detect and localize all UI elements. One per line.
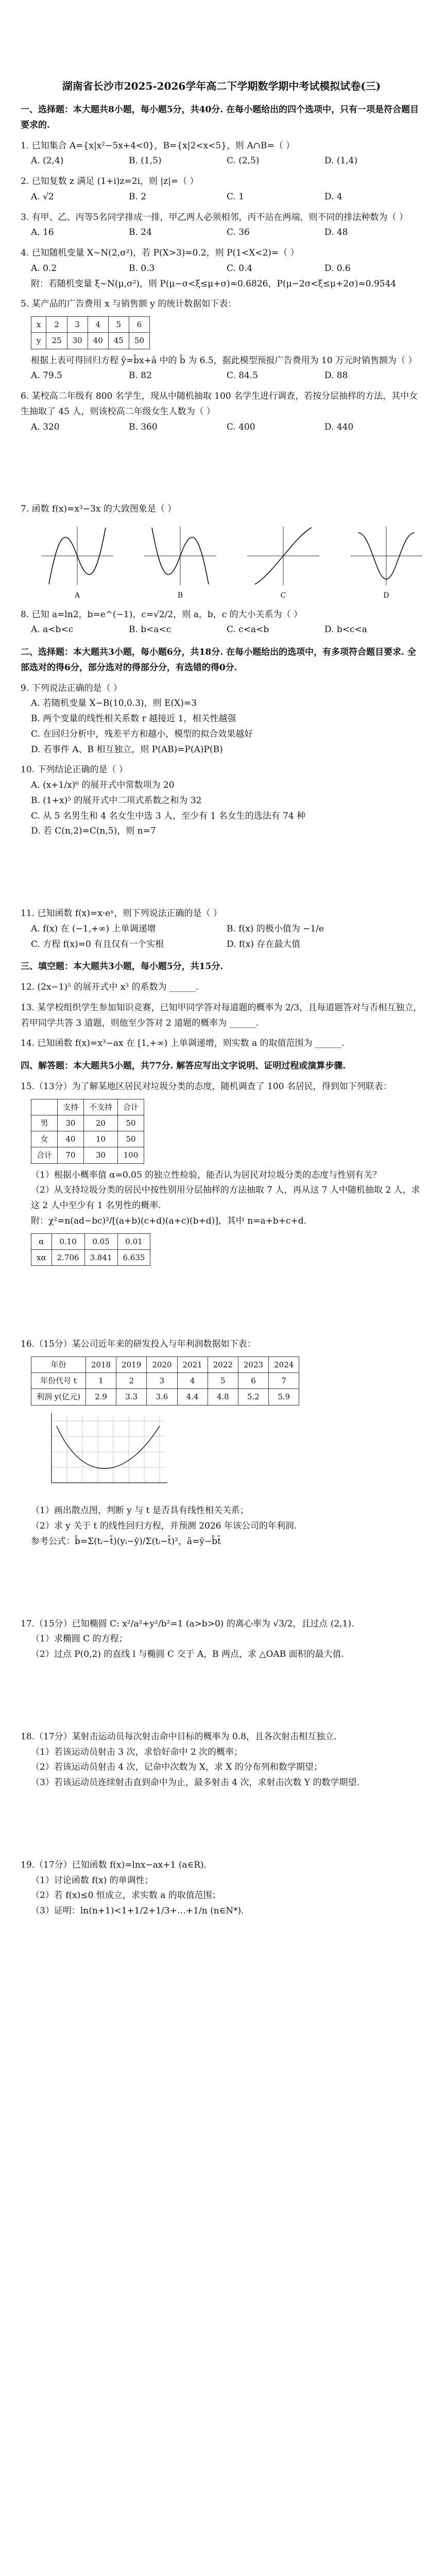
sub-question: （3）证明：ln(n+1)<1+1/2+1/3+…+1/n (n∈N*).	[31, 1906, 244, 1916]
options	[31, 154, 422, 169]
table-cell: 4.8	[208, 1389, 238, 1405]
table-cell: 100	[118, 1147, 144, 1163]
critical-value-table	[31, 1233, 150, 1266]
question-15: 15.（13分）为了解某地区居民对垃圾分类的态度，随机调查了 100 名居民，得到如下列联表：	[21, 1081, 392, 1092]
sub-question: （2）从支持垃圾分类的居民中按性别用分层抽样的方法抽取 7 人，再从这 7 人中随机抽取 2 人，求这 2 人中至少有 1 名男性的概率.	[31, 1185, 420, 1211]
table-cell: 2020	[147, 1357, 177, 1372]
option: A. (x+1/x)⁶ 的展开式中常数项为 20	[31, 780, 175, 790]
option: B. 82	[129, 370, 152, 381]
question-12: 12. (2x−1)⁵ 的展开式中 x³ 的系数为 ______.	[21, 982, 199, 992]
sub-question: （1）根据小概率值 α=0.05 的独立性检验，能否认为居民对垃圾分类的态度与性别有关？	[31, 1170, 382, 1180]
sub-question: （2）求 y 关于 t 的线性回归方程，并预测 2026 年该公司的年利润.	[31, 1521, 297, 1531]
option: A. √2	[31, 191, 54, 202]
option: D. 88	[324, 370, 348, 381]
table-cell: 30	[84, 1147, 118, 1163]
question-17: 17.（15分）已知椭圆 C: x²/a²+y²/b²=1 (a>b>0) 的离心率为 √3/2，且过点 (2,1).	[21, 1618, 354, 1629]
option: B. f(x) 的极小值为 −1/e	[227, 923, 324, 934]
option: A. a<b<c	[31, 624, 74, 635]
options	[31, 368, 422, 384]
option: C. 方程 f(x)=0 有且仅有一个实根	[31, 939, 164, 950]
question-6: 6. 某校高二年级有 800 名学生，现从中随机抽取 100 名学生进行调查，若按分层抽样的方法，其中女生抽取了 45 人，则该校高二年级女生人数为（ ）	[21, 391, 418, 417]
table-cell: 10	[84, 1131, 118, 1147]
option: A. f(x) 在 (−1,+∞) 上单调递增	[31, 923, 156, 934]
question-3: 3. 有甲、乙、丙等5名同学排成一排，甲乙两人必须相邻，丙不站在两端，则不同的排法种数为（ ）	[21, 212, 408, 223]
table-cell: 利润 y(亿元)	[31, 1389, 86, 1405]
option: D. b<c<a	[324, 624, 367, 635]
option: D. (1,4)	[324, 156, 358, 166]
option: C. (2,5)	[227, 156, 260, 166]
table-cell: 男	[31, 1115, 58, 1131]
table-cell: 4.4	[177, 1389, 208, 1405]
table-cell: xα	[31, 1249, 52, 1265]
coordinate-grid-icon	[36, 1411, 170, 1493]
option: A. (2,4)	[31, 156, 64, 166]
table-cell: 2.706	[51, 1249, 84, 1265]
question-14: 14. 已知函数 f(x)=x³−ax 在 [1,+∞) 上单调递增，则实数 a 的取值范围为 ______.	[21, 1038, 345, 1049]
question-4: 4. 已知随机变量 X~N(2,σ²)，若 P(X>3)=0.2，则 P(1<X<2)=（ ）	[21, 248, 299, 258]
formula-note: 附：χ²=n(ad−bc)²/[(a+b)(c+d)(a+c)(b+d)]，其中 n=a+b+c+d.	[31, 1215, 307, 1226]
question-5: 5. 某产品的广告费用 x 与销售额 y 的统计数据如下表：	[21, 299, 237, 310]
option: A. 79.5	[31, 370, 62, 381]
table-cell: 40	[58, 1131, 84, 1147]
option: A. 若随机变量 X~B(10,0.3)，则 E(X)=3	[31, 698, 197, 709]
table-cell: 6	[129, 317, 149, 333]
option: D. 48	[324, 227, 348, 238]
function-graph-icon	[242, 522, 324, 589]
option: C. c<a<b	[227, 624, 269, 635]
table-cell: 6.635	[117, 1249, 150, 1265]
sub-question: （3）若该运动员连续射击直到命中为止，最多射击 4 次，求射击次数 Y 的数学期望.	[31, 1777, 359, 1788]
option: D. 若事件 A、B 相互独立，则 P(AB)=P(A)P(B)	[31, 744, 223, 755]
table-cell: 1	[85, 1373, 116, 1389]
table-cell: 3	[147, 1373, 177, 1389]
option: B. 24	[129, 227, 152, 238]
question-18: 18.（17分）某射击运动员每次射击命中目标的概率为 0.8，且各次射击相互独立.	[21, 1731, 337, 1742]
table-cell: 合计	[31, 1147, 58, 1163]
option: B. (1+x)⁵ 的展开式中二项式系数之和为 32	[31, 795, 202, 806]
option: B. (1,5)	[129, 156, 162, 166]
scatter-grid	[36, 1411, 422, 1499]
table-cell: 30	[58, 1115, 84, 1131]
option: B. 0.3	[129, 263, 155, 274]
options	[31, 420, 422, 435]
options	[31, 622, 422, 638]
option: D. f(x) 存在最大值	[227, 939, 301, 950]
table-cell: 4	[88, 317, 108, 333]
table-cell: 2024	[269, 1357, 299, 1372]
option: C. 1	[227, 191, 245, 202]
question-text: 根据上表可得回归方程 ŷ=b̂x+â 中的 b̂ 为 6.5，据此模型预报广告费用为 10 万元时销售额为（ ）	[31, 355, 417, 366]
sub-question: （2）过点 P(0,2) 的直线 l 与椭圆 C 交于 A，B 两点，求 △OAB 面积的最大值.	[31, 1649, 344, 1659]
table-cell: 4	[177, 1373, 208, 1389]
sub-question: （2）若 f(x)≤0 恒成立，求实数 a 的取值范围；	[31, 1890, 221, 1901]
question-note: 附：若随机变量 ξ~N(μ,σ²)，则 P(μ−σ<ξ≤μ+σ)≈0.6826，P(μ−2σ<ξ≤μ+2σ)≈0.9544	[31, 278, 397, 289]
table-cell: 3	[67, 317, 88, 333]
section-heading: 四、解答题：本大题共5小题，共77分. 解答应写出文字说明、证明过程或演算步骤.	[21, 1061, 346, 1071]
question-7: 7. 函数 f(x)=x³−3x 的大致图象是（ ）	[21, 504, 177, 515]
section-heading: 一、选择题：本大题共8小题，每小题5分，共40分. 在每小题给出的四个选项中，只有一项是符合题目要求的.	[21, 105, 419, 130]
option: B. 360	[129, 421, 158, 432]
option: C. 在回归分析中，残差平方和越小，模型的拟合效果越好	[31, 728, 253, 739]
table-cell: 40	[88, 333, 108, 349]
graph-option-d	[345, 522, 427, 602]
table-cell: 5.2	[238, 1389, 268, 1405]
page-title: 湖南省长沙市2025-2026学年高二下学期数学期中考试模拟试卷(三)	[62, 80, 381, 92]
question-13: 13. 某学校组织学生参加知识竞赛，已知甲同学答对每道题的概率为 2/3，且每道题答对与否相互独立，若甲同学共答 3 道题，则他至少答对 2 道题的概率为 ______.	[21, 1002, 422, 1028]
options	[31, 922, 422, 953]
data-table	[31, 316, 150, 349]
function-graph-icon	[345, 522, 427, 589]
graph-label: D	[383, 591, 389, 600]
graph-option-a	[36, 522, 118, 602]
table-cell: 3.3	[116, 1389, 147, 1405]
table-cell: 25	[46, 333, 67, 349]
table-cell: 年份代号 t	[31, 1373, 86, 1389]
table-cell: 2022	[208, 1357, 238, 1372]
table-cell: 2	[116, 1373, 147, 1389]
question-10: 10. 下列结论正确的是（ ）	[21, 765, 128, 775]
table-cell: 2021	[177, 1357, 208, 1372]
graph-option-b	[139, 522, 221, 602]
table-cell: 50	[118, 1131, 144, 1147]
option: D. 0.6	[324, 263, 351, 274]
options	[31, 190, 422, 205]
formula-note: 参考公式：b̂=Σ(tᵢ−t̄)(yᵢ−ȳ)/Σ(tᵢ−t̄)²，â=ȳ−b̂t̄	[31, 1536, 221, 1547]
graph-option-c	[242, 522, 324, 602]
options	[31, 261, 422, 277]
section-heading: 三、填空题：本大题共3小题，每小题5分，共15分.	[21, 961, 224, 972]
question-11: 11. 已知函数 f(x)=x·eˣ，则下列说法正确的是（ ）	[21, 908, 222, 919]
table-cell: 2.9	[85, 1389, 116, 1405]
section-heading: 二、选择题：本大题共3小题，每小题6分，共18分. 在每小题给出的选项中，有多项符合题目要求. 全部选对的得6分，部分选对的得部分分，有选错的得0分.	[21, 647, 416, 673]
table-cell	[31, 1099, 58, 1115]
function-graph-icon	[36, 522, 118, 589]
sub-question: （1）若该运动员射击 3 次，求恰好命中 2 次的概率；	[31, 1747, 243, 1757]
sub-question: （1）求椭圆 C 的方程；	[31, 1634, 128, 1645]
table-cell: 不支持	[84, 1099, 118, 1115]
table-cell: 3.6	[147, 1389, 177, 1405]
question-1: 1. 已知集合 A={x|x²−5x+4<0}，B={x|2<x<5}，则 A∩B=（ ）	[21, 140, 295, 151]
graph-label: C	[280, 591, 286, 600]
table-cell: 0.01	[117, 1233, 150, 1249]
table-cell: 女	[31, 1131, 58, 1147]
option: A. 320	[31, 421, 60, 432]
question-19: 19.（17分）已知函数 f(x)=lnx−ax+1 (a∈R).	[21, 1859, 207, 1870]
table-cell: 0.10	[51, 1233, 84, 1249]
question-9: 9. 下列说法正确的是（ ）	[21, 683, 123, 693]
option: B. 两个变量的线性相关系数 r 越接近 1，相关性越强	[31, 714, 236, 724]
option: D. 440	[324, 421, 354, 432]
table-cell: y	[31, 333, 46, 349]
table-cell: 2019	[116, 1357, 147, 1372]
table-cell: 2023	[238, 1357, 268, 1372]
table-cell: 0.05	[84, 1233, 117, 1249]
table-cell: 6	[238, 1373, 268, 1389]
table-cell: 50	[129, 333, 149, 349]
question-8: 8. 已知 a=ln2，b=e^(−1)，c=√2/2，则 a，b，c 的大小关系为（ ）	[21, 609, 303, 620]
table-cell: 30	[67, 333, 88, 349]
table-cell: 50	[118, 1115, 144, 1131]
table-cell: x	[31, 317, 46, 333]
graph-label: B	[177, 591, 183, 600]
contingency-table	[31, 1099, 144, 1164]
options	[31, 225, 422, 241]
option: C. 84.5	[227, 370, 259, 381]
option: C. 0.4	[227, 263, 253, 274]
table-cell: 5	[208, 1373, 238, 1389]
graph-options	[36, 522, 422, 602]
table-cell: 年份	[31, 1357, 86, 1372]
option: C. 从 5 名男生和 4 名女生中选 3 人，至少有 1 名女生的选法有 74 种	[31, 810, 306, 821]
table-cell: 合计	[118, 1099, 144, 1115]
table-cell: 5	[108, 317, 129, 333]
option: B. 2	[129, 191, 147, 202]
table-cell: 70	[58, 1147, 84, 1163]
sub-question: （1）画出散点图，判断 y 与 t 是否具有线性相关关系；	[31, 1505, 249, 1516]
option: D. 若 C(n,2)=C(n,5)，则 n=7	[31, 826, 156, 837]
option: C. 400	[227, 421, 255, 432]
option: B. b<a<c	[129, 624, 171, 635]
table-cell: 支持	[58, 1099, 84, 1115]
sub-question: （1）讨论函数 f(x) 的单调性；	[31, 1875, 153, 1886]
graph-label: A	[74, 591, 80, 600]
question-2: 2. 已知复数 z 满足 (1+i)z=2i，则 |z|=（ ）	[21, 176, 199, 187]
table-cell: 5.9	[269, 1389, 299, 1405]
table-cell: 3.841	[84, 1249, 117, 1265]
data-table	[31, 1357, 299, 1405]
table-cell: 7	[269, 1373, 299, 1389]
table-cell: 45	[108, 333, 129, 349]
table-cell: 2	[46, 317, 67, 333]
question-16: 16.（15分）某公司近年来的研发投入与年利润数据如下表：	[21, 1339, 256, 1349]
table-cell: 20	[84, 1115, 118, 1131]
table-cell: α	[31, 1233, 52, 1249]
option: A. 16	[31, 227, 54, 238]
table-cell: 2018	[85, 1357, 116, 1372]
option: C. 36	[227, 227, 250, 238]
function-graph-icon	[139, 522, 221, 589]
option: D. 4	[324, 191, 342, 202]
sub-question: （2）若该运动员射击 4 次，记命中次数为 X，求 X 的分布列和数学期望；	[31, 1762, 322, 1773]
option: A. 0.2	[31, 263, 57, 274]
